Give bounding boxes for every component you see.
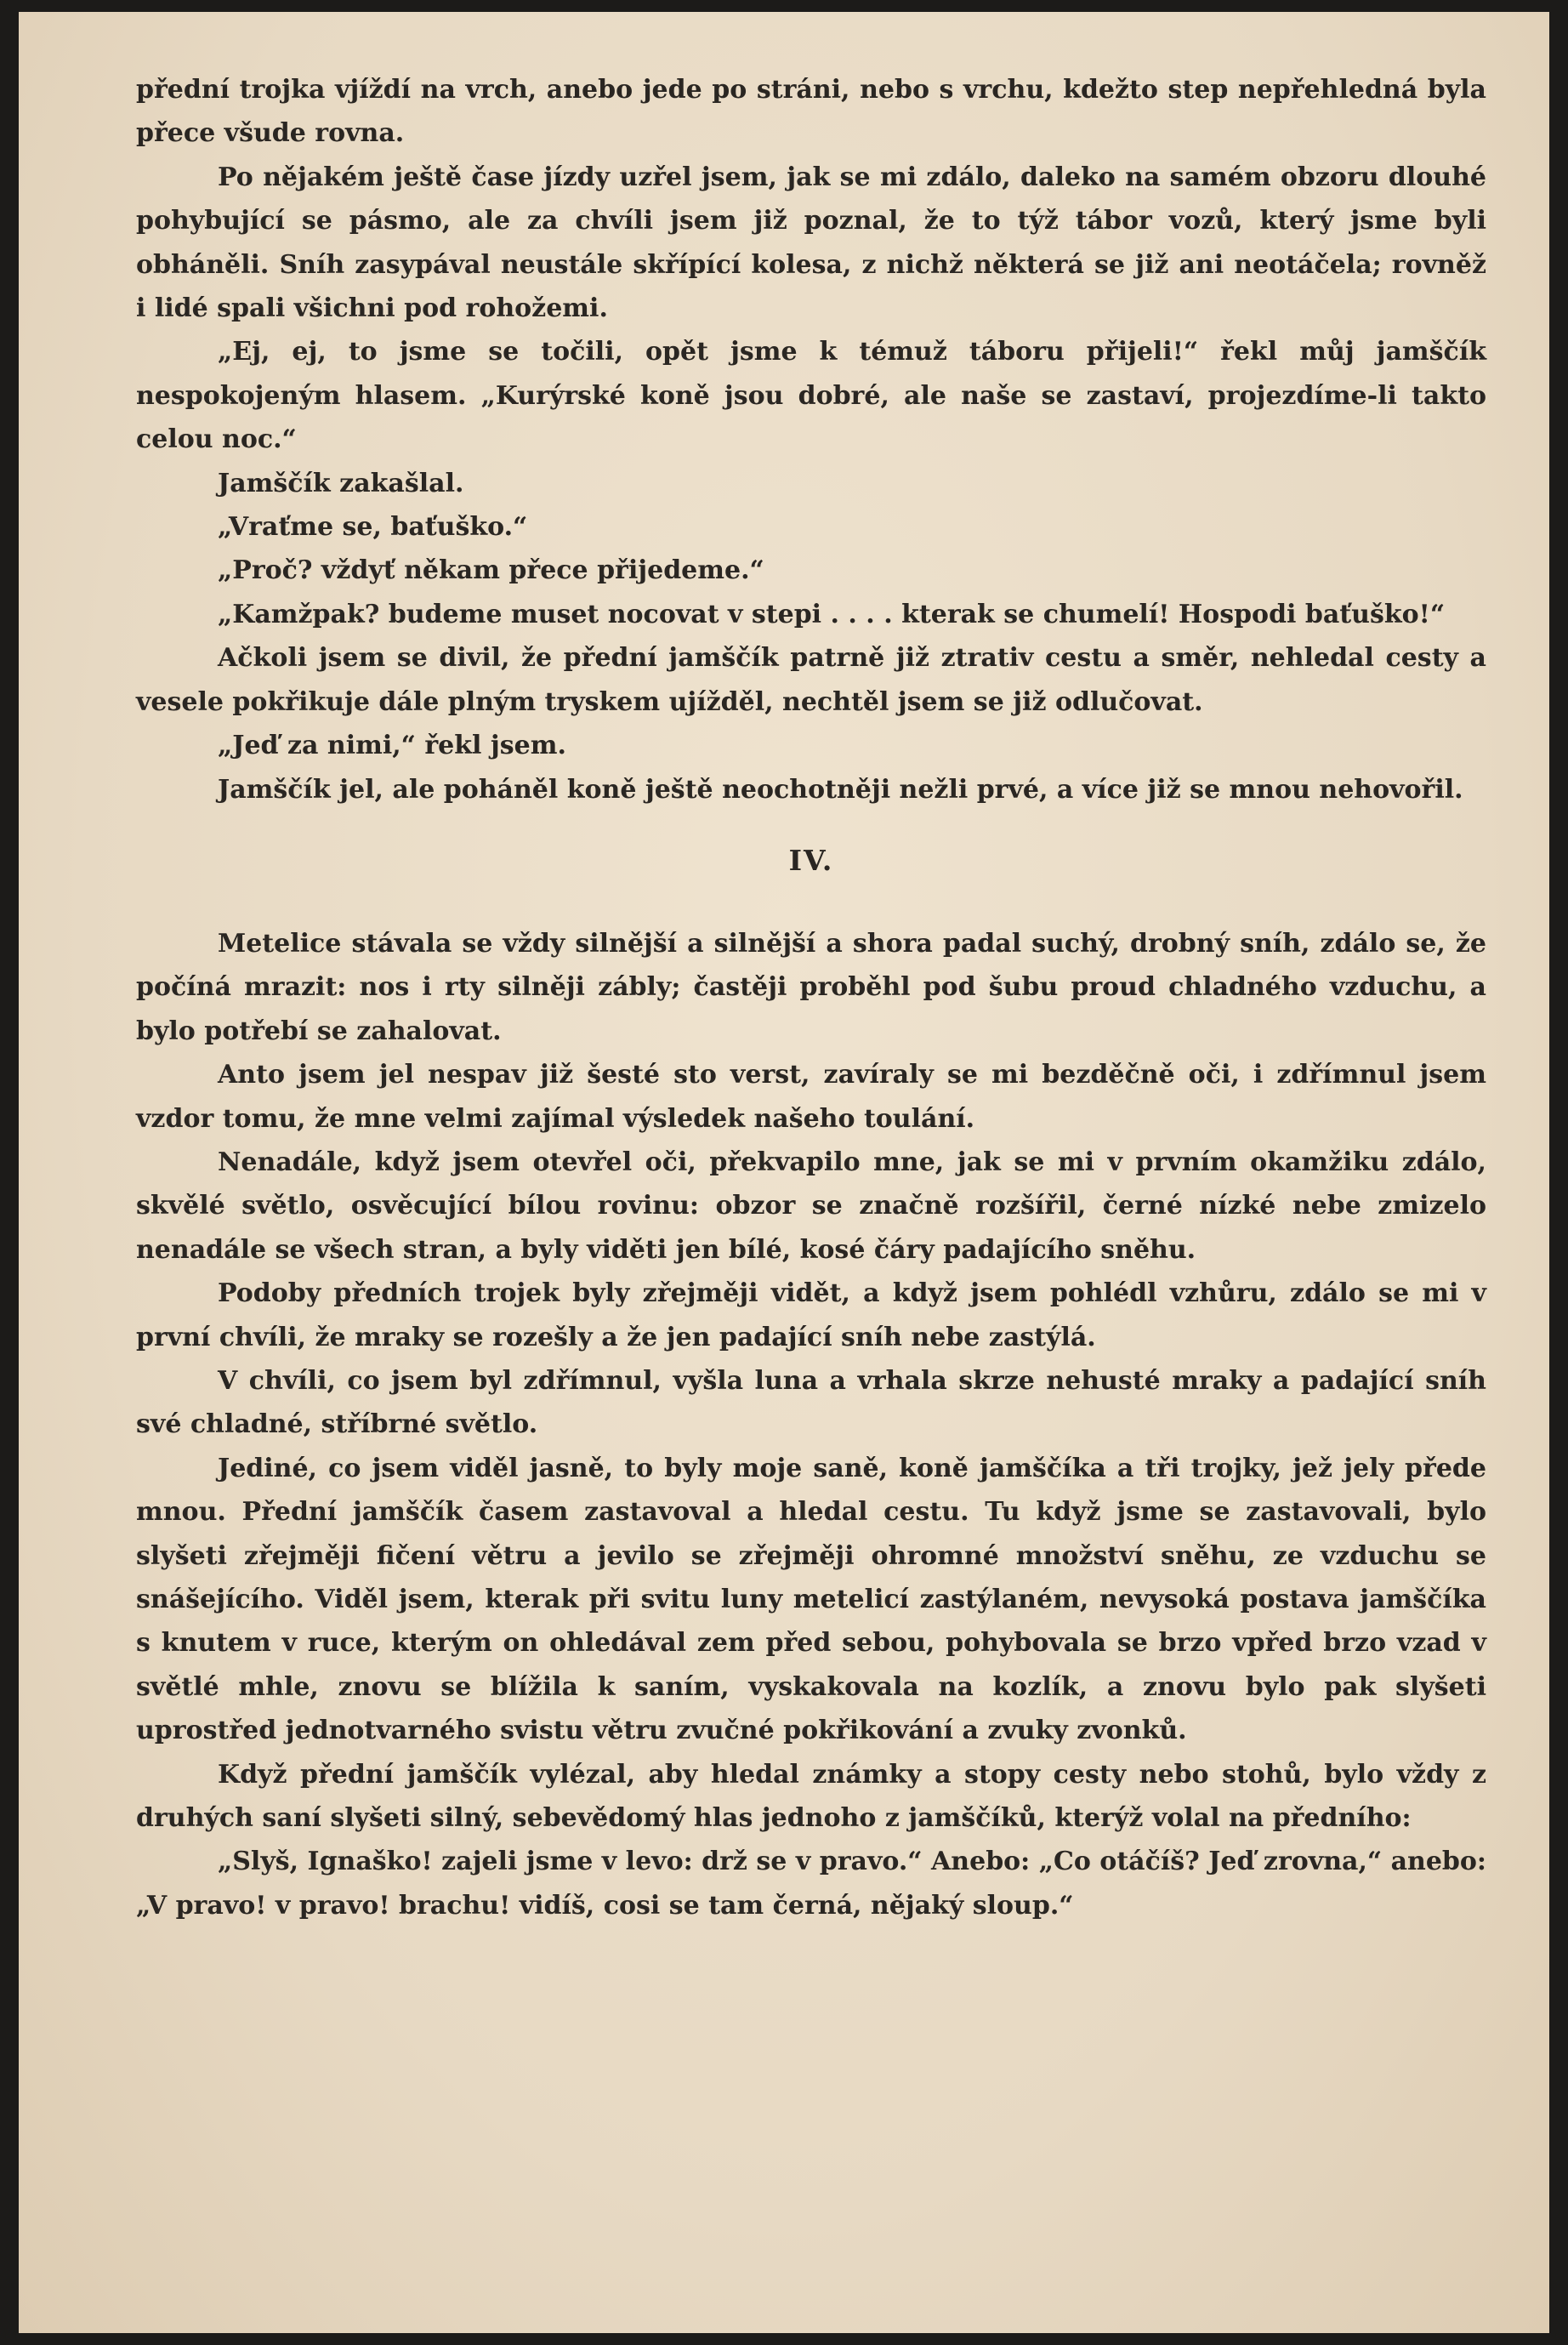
paragraph: Jediné, co jsem viděl jasně, to byly moje saně, koně jamščíka a tři trojky, jež jely přede mnou. Přední jamščík časem zastavoval a hledal cestu. Tu když jsme se zastavovali, bylo slyšeti zřejměji fičení větru a jevilo se zřejměji ohromné množství sněhu, ze vzduchu se snášejícího. Viděl jsem, kterak při svitu luny metelicí zastýlaném, nevysoká postava jamščíka s knutem v ruce, kterým on ohledával zem před sebou, pohybovala se brzo vpřed brzo vzad v světlé mhle, znovu se blížila k saním, vyskakovala na kozlík, a znovu bylo pak slyšeti uprostřed jednotvarného svistu větru zvučné pokřikování a zvuky zvonků. [136,1453,1486,1746]
paragraph: Jamščík jel, ale poháněl koně ještě neochotněji nežli prvé, a více již se mnou nehovořil. [218,774,1463,805]
paragraph: „Proč? vždyť někam přece přijedeme.“ [218,555,764,586]
paragraph: „Kamžpak? budeme muset nocovat v stepi . . . . kterak se chumelí! Hospodi baťuško!“ [218,599,1446,629]
book-page [19,12,1549,2333]
section-heading: IV. [788,843,834,877]
paragraph: „Vraťme se, baťuško.“ [218,512,528,543]
paragraph: Nenadále, když jsem otevřel oči, překvapilo mne, jak se mi v prvním okamžiku zdálo, skvělé světlo, osvěcující bílou rovinu: obzor se značně rozšířil, černé nízké nebe zmizelo nenadále se všech stran, a byly viděti jen bílé, kosé čáry padajícího sněhu. [136,1147,1486,1265]
paragraph: Podoby předních trojek byly zřejměji vidět, a když jsem pohlédl vzhůru, zdálo se mi v první chvíli, že mraky se rozešly a že jen padající sníh nebe zastýlá. [136,1278,1486,1352]
paragraph: V chvíli, co jsem byl zdřímnul, vyšla luna a vrhala skrze nehusté mraky a padající sníh své chladné, stříbrné světlo. [136,1365,1486,1440]
paragraph: „Ej, ej, to jsme se točili, opět jsme k témuž táboru přijeli!“ řekl můj jamščík nespokojeným hlasem. „Kurýrské koně jsou dobré, ale naše se zastaví, projezdíme-li takto celou noc.“ [136,337,1486,455]
paragraph: Metelice stávala se vždy silnější a silnější a shora padal suchý, drobný sníh, zdálo se, že počíná mrazit: nos i rty silněji zábly; častěji proběhl pod šubu proud chladného vzduchu, a bylo potřebí se zahalovat. [136,928,1486,1046]
paragraph: Když přední jamščík vylézal, aby hledal známky a stopy cesty nebo stohů, bylo vždy z druhých saní slyšeti silný, sebevědomý hlas jednoho z jamščíků, kterýž volal na předního: [136,1759,1486,1834]
page-text [136,68,1486,1927]
paragraph: Po nějakém ještě čase jízdy uzřel jsem, jak se mi zdálo, daleko na samém obzoru dlouhé pohybující se pásmo, ale za chvíli jsem již poznal, že to týž tábor vozů, který jsme byli obháněli. Sníh zasypával neustále skřípící kolesa, z nichž některá se již ani neotáčela; rovněž i lidé spali všichni pod rohožemi. [136,162,1486,324]
paragraph: „Jeď za nimi,“ řekl jsem. [218,731,566,761]
paragraph: „Slyš, Ignaško! zajeli jsme v levo: drž se v pravo.“ Anebo: „Co otáčíš? Jeď zrovna,“ anebo: „V pravo! v pravo! brachu! vidíš, cosi se tam černá, nějaký sloup.“ [136,1847,1486,1921]
paragraph: přední trojka vjíždí na vrch, anebo jede po stráni, nebo s vrchu, kdežto step nepřehledná byla přece všude rovna. [136,75,1486,149]
paragraph: Ačkoli jsem se divil, že přední jamščík patrně již ztrativ cestu a směr, nehledal cesty a vesele pokřikuje dále plným tryskem ujížděl, nechtěl jsem se již odlučovat. [136,643,1486,717]
paragraph: Jamščík zakašlal. [218,468,464,498]
paragraph: Anto jsem jel nespav již šesté sto verst, zavíraly se mi bezděčně oči, i zdřímnul jsem vzdor tomu, že mne velmi zajímal výsledek našeho toulání. [136,1060,1486,1134]
